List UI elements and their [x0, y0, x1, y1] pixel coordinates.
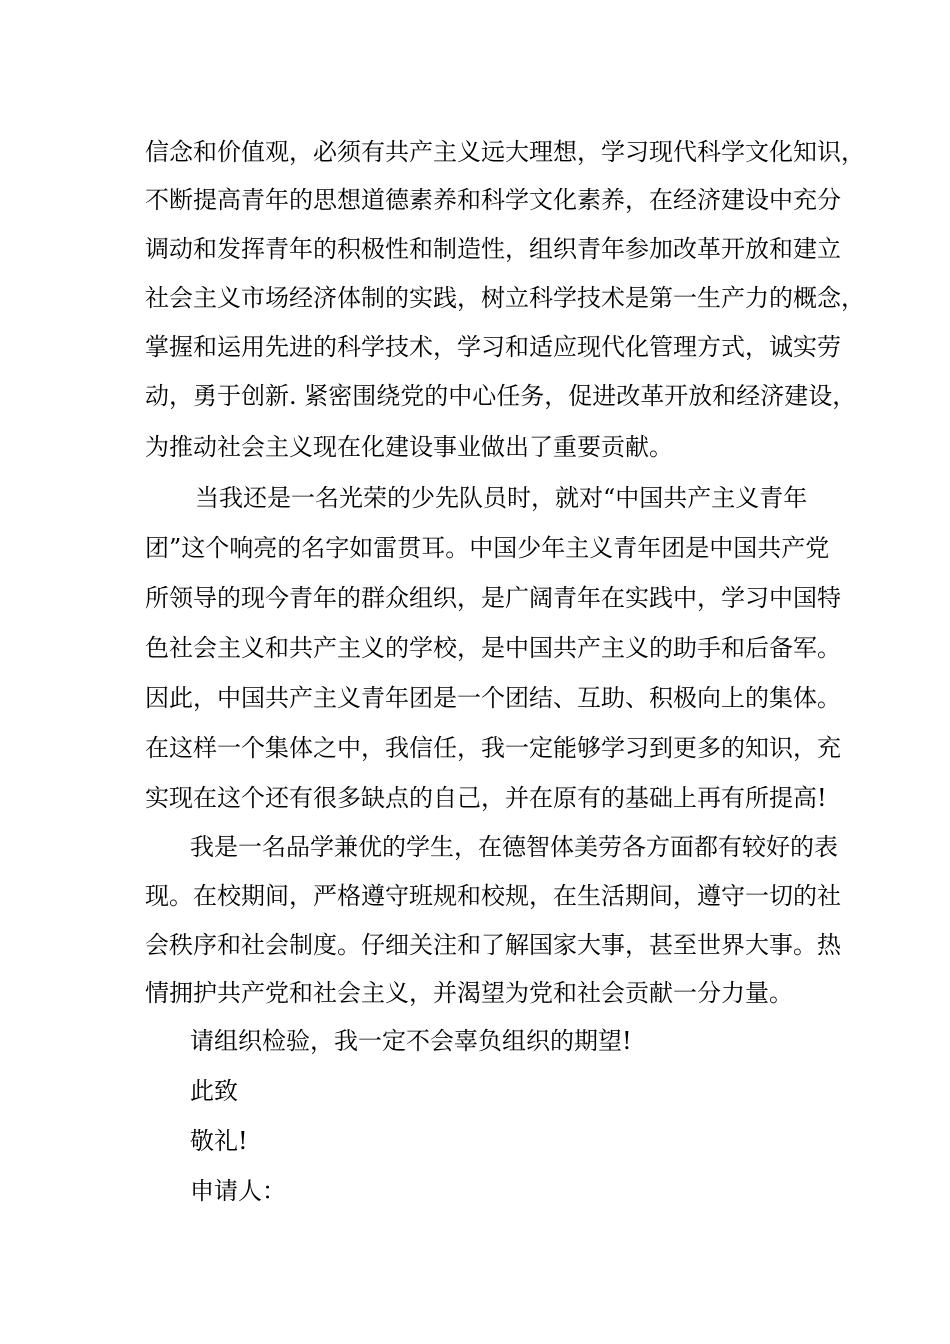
text-line: 所领导的现今青年的群众组织，是广阔青年在实践中，学习中国特: [145, 584, 841, 612]
applicant-label: 申请人：: [190, 1177, 286, 1205]
salutation: 此致: [190, 1077, 238, 1105]
text-line: 色社会主义和共产主义的学校，是中国共产主义的助手和后备军。: [145, 634, 841, 662]
salutation: 敬礼!: [190, 1127, 248, 1155]
text-line: 团”这个响亮的名字如雷贯耳。中国少年主义青年团是中国共产党: [145, 534, 830, 562]
text-line: 为推动社会主义现在化建设事业做出了重要贡献。: [145, 433, 673, 461]
text-line: 会秩序和社会制度。仔细关注和了解国家大事，甚至世界大事。热: [145, 931, 841, 959]
text-line: 情拥护共产党和社会主义，并渴望为党和社会贡献一分力量。: [145, 979, 793, 1007]
text-line: 调动和发挥青年的积极性和制造性，组织青年参加改革开放和建立: [145, 235, 841, 263]
text-line: 不断提高青年的思想道德素养和科学文化素养，在经济建设中充分: [145, 186, 841, 214]
text-line: 在这样一个集体之中，我信任，我一定能够学习到更多的知识，充: [145, 734, 841, 762]
closing-line: 请组织检验，我一定不会辜负组织的期望!: [190, 1027, 632, 1055]
text-line: 掌握和运用先进的科学技术，学习和适应现代化管理方式，诚实劳: [145, 333, 841, 361]
text-line: 我是一名品学兼优的学生，在德智体美劳各方面都有较好的表: [190, 833, 838, 861]
text-line: 因此，中国共产主义青年团是一个团结、互助、积极向上的集体。: [145, 684, 841, 712]
text-line: 信念和价值观，必须有共产主义远大理想，学习现代科学文化知识，: [145, 138, 865, 166]
text-line: 动，勇于创新. 紧密围绕党的中心任务，促进改革开放和经济建设，: [145, 382, 857, 410]
text-line: 现。在校期间，严格遵守班规和校规，在生活期间，遵守一切的社: [145, 882, 841, 910]
text-line: 当我还是一名光荣的少先队员时，就对“中国共产主义青年: [195, 484, 808, 512]
text-line: 社会主义市场经济体制的实践，树立科学技术是第一生产力的概念，: [145, 284, 865, 312]
text-line: 实现在这个还有很多缺点的自己，并在原有的基础上再有所提高!: [145, 784, 827, 812]
